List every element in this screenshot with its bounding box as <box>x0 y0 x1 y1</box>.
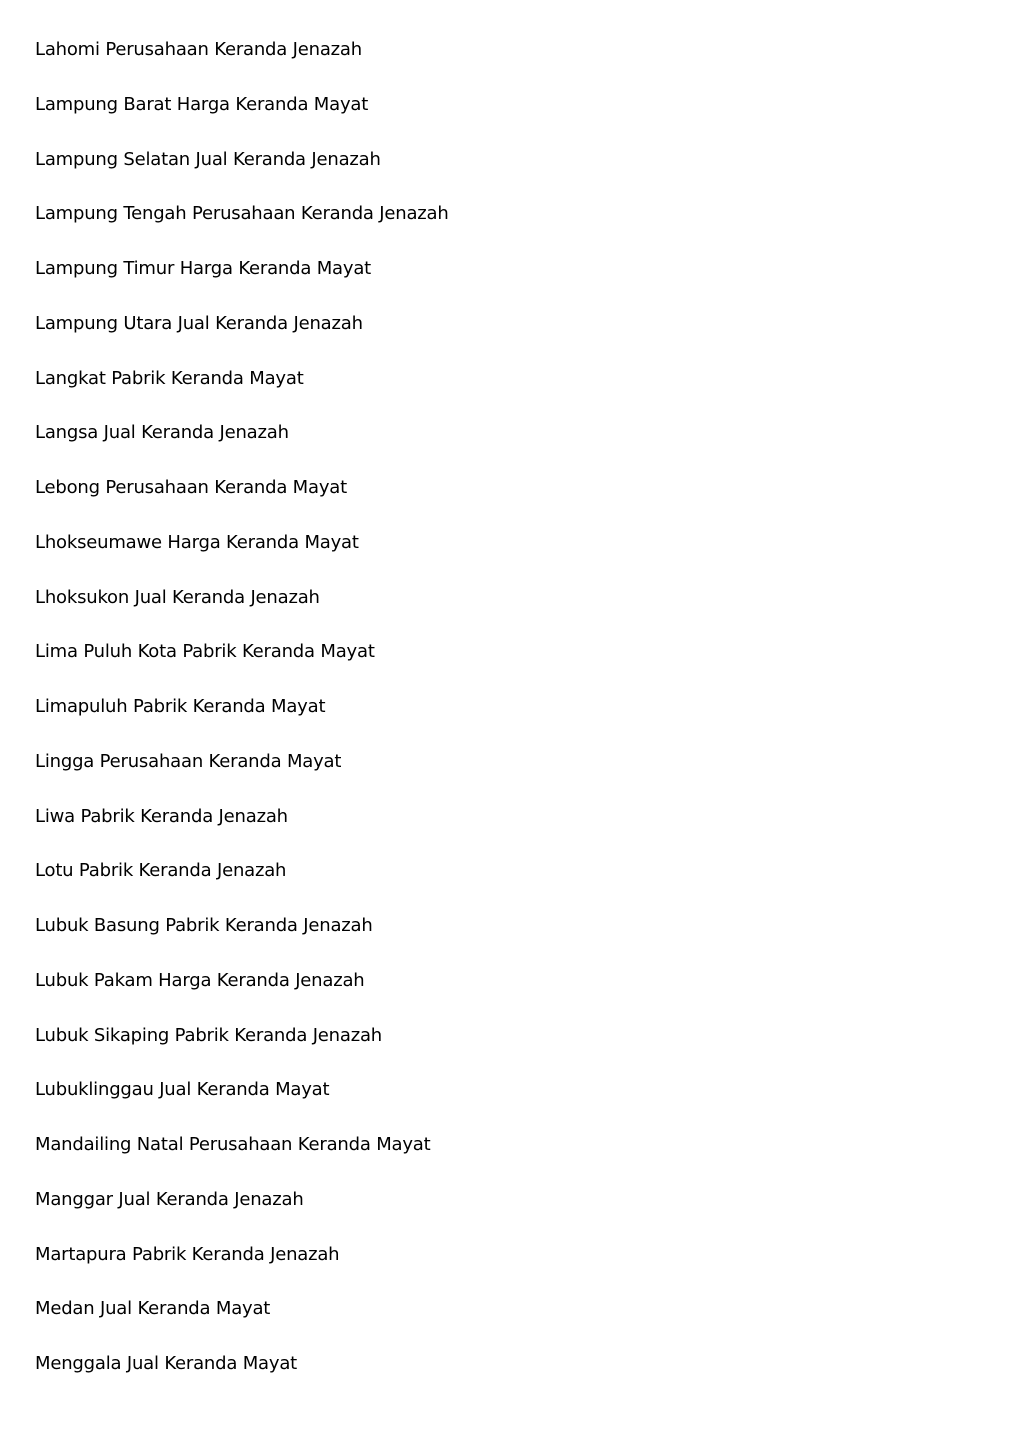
list-item: Lampung Tengah Perusahaan Keranda Jenazah <box>35 203 449 225</box>
list-item: Lampung Barat Harga Keranda Mayat <box>35 93 369 115</box>
keyword-list <box>35 36 449 1405</box>
list-item: Lahomi Perusahaan Keranda Jenazah <box>35 39 362 60</box>
list-item: Mandailing Natal Perusahaan Keranda Mayat <box>35 1134 431 1155</box>
list-item: Liwa Pabrik Keranda Jenazah <box>35 805 288 827</box>
list-item: Lhoksukon Jual Keranda Jenazah <box>35 586 320 608</box>
list-item: Lubuklinggau Jual Keranda Mayat <box>35 1079 330 1101</box>
list-item: Langkat Pabrik Keranda Mayat <box>35 367 304 389</box>
list-item: Lubuk Sikaping Pabrik Keranda Jenazah <box>35 1024 383 1046</box>
list-item: Lampung Timur Harga Keranda Mayat <box>35 258 372 279</box>
list-item: Langsa Jual Keranda Jenazah <box>35 422 289 444</box>
list-item: Lubuk Basung Pabrik Keranda Jenazah <box>35 915 373 936</box>
list-item: Lebong Perusahaan Keranda Mayat <box>35 477 347 498</box>
list-item: Lubuk Pakam Harga Keranda Jenazah <box>35 969 365 991</box>
list-item: Manggar Jual Keranda Jenazah <box>35 1188 304 1210</box>
list-item: Lhokseumawe Harga Keranda Mayat <box>35 531 359 553</box>
list-item: Lotu Pabrik Keranda Jenazah <box>35 860 287 882</box>
list-item: Menggala Jual Keranda Mayat <box>35 1353 298 1374</box>
list-item: Lampung Selatan Jual Keranda Jenazah <box>35 148 381 170</box>
list-item: Lingga Perusahaan Keranda Mayat <box>35 750 342 772</box>
list-item: Lampung Utara Jual Keranda Jenazah <box>35 312 363 334</box>
list-item: Lima Puluh Kota Pabrik Keranda Mayat <box>35 641 375 663</box>
list-item: Limapuluh Pabrik Keranda Mayat <box>35 696 326 717</box>
list-item: Martapura Pabrik Keranda Jenazah <box>35 1243 340 1265</box>
list-item: Medan Jual Keranda Mayat <box>35 1298 271 1320</box>
